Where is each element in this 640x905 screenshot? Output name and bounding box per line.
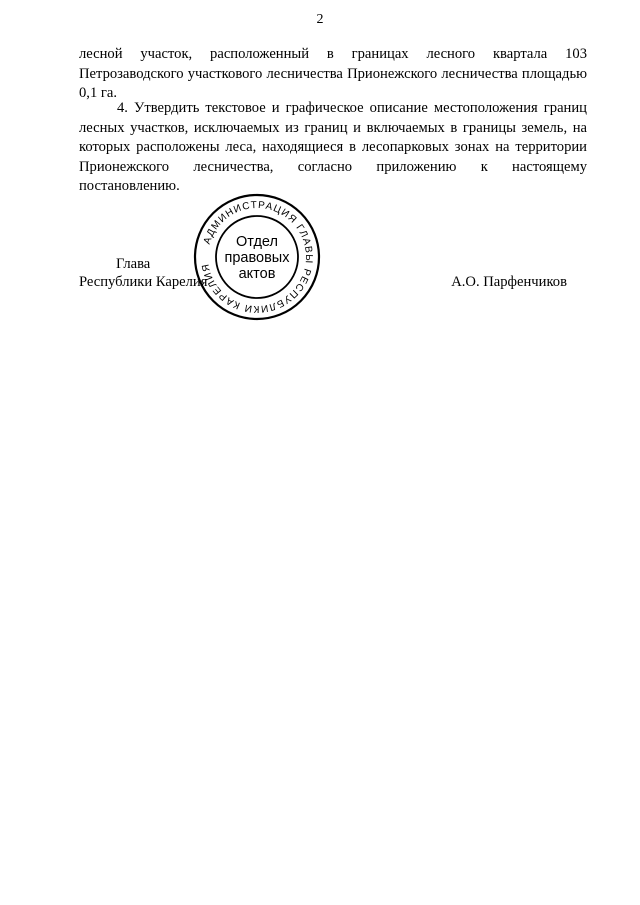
paragraph-continuation: лесной участок, расположенный в границах лесного квартала 103 Петрозаводского участкового лесничества Прионежского лесничества площадью 0,1 га. [79, 46, 587, 101]
page-number: 2 [316, 12, 324, 27]
signature-title-line-1: Глава [116, 256, 151, 272]
paragraph-item-4: 4. Утвердить текстовое и графическое описание местоположения границ лесных участков, исключаемых из границ и включаемых в границы земель, на которых расположены леса, находящиеся в лесопарковых зонах на территории Прионежского лесничества, согласно приложению к настоящему постановлению. [79, 100, 587, 194]
stamp-center-line-1: Отдел [236, 234, 278, 250]
signature-title-line-2: Республики Карелия [79, 274, 208, 290]
stamp-ring-text: АДМИНИСТРАЦИЯ ГЛАВЫ РЕСПУБЛИКИ КАРЕЛИЯ [200, 199, 315, 315]
official-stamp [192, 192, 322, 322]
stamp-center-line-3: актов [238, 266, 276, 282]
signatory-name: А.О. Парфенчиков [451, 274, 567, 290]
stamp-center-line-2: правовых [224, 250, 290, 266]
